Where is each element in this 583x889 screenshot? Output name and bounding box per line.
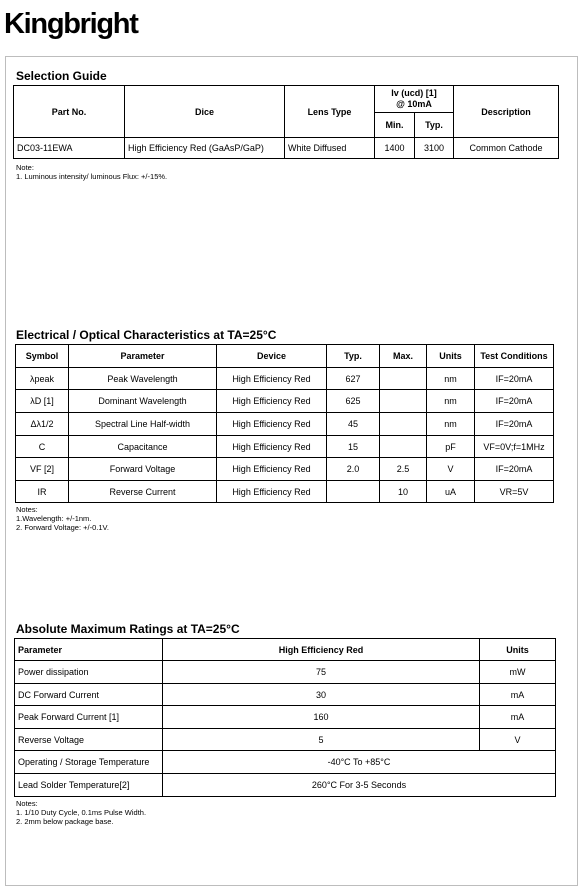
selection-guide-title: Selection Guide bbox=[16, 69, 107, 83]
cell-parameter: DC Forward Current bbox=[15, 684, 163, 706]
cell-device: High Efficiency Red bbox=[217, 368, 327, 390]
cell-description: Common Cathode bbox=[454, 138, 559, 159]
cell-test-condition: VR=5V bbox=[475, 481, 554, 503]
note-line: Notes: bbox=[16, 799, 38, 808]
table-row bbox=[16, 390, 554, 413]
cell-symbol: C bbox=[16, 436, 69, 458]
table-row bbox=[15, 706, 556, 729]
cell-max bbox=[380, 368, 427, 390]
cell-device: High Efficiency Red bbox=[217, 390, 327, 413]
cell-value: 75 bbox=[163, 661, 480, 684]
electrical-notes bbox=[16, 505, 109, 532]
note-line: 1.Wavelength: +/-1nm. bbox=[16, 514, 92, 523]
cell-device: High Efficiency Red bbox=[217, 481, 327, 503]
cell-test-condition: IF=20mA bbox=[475, 368, 554, 390]
cell-units: V bbox=[480, 729, 556, 751]
cell-typ: 15 bbox=[327, 436, 380, 458]
cell-typ: 3100 bbox=[415, 138, 454, 159]
cell-test-condition: VF=0V;f=1MHz bbox=[475, 436, 554, 458]
note-line: 1. Luminous intensity/ luminous Flux: +/-15%. bbox=[16, 172, 168, 181]
header-test-conditions: Test Conditions bbox=[475, 345, 554, 368]
table-row bbox=[14, 138, 559, 159]
cell-units: nm bbox=[427, 368, 475, 390]
cell-units: nm bbox=[427, 413, 475, 436]
absolute-notes bbox=[16, 799, 146, 826]
cell-value: 30 bbox=[163, 684, 480, 706]
table-row bbox=[16, 368, 554, 390]
selection-notes bbox=[16, 163, 167, 181]
absolute-ratings-table bbox=[14, 638, 556, 797]
cell-symbol: Δλ1/2 bbox=[16, 413, 69, 436]
cell-symbol: IR bbox=[16, 481, 69, 503]
header-dice: Dice bbox=[125, 86, 285, 138]
selection-guide-table bbox=[13, 85, 559, 159]
cell-lens-type: White Diffused bbox=[285, 138, 375, 159]
header-part-no: Part No. bbox=[14, 86, 125, 138]
cell-typ bbox=[327, 481, 380, 503]
cell-value: 260°C For 3-5 Seconds bbox=[163, 774, 556, 797]
cell-max bbox=[380, 390, 427, 413]
cell-parameter: Forward Voltage bbox=[69, 458, 217, 481]
cell-typ: 627 bbox=[327, 368, 380, 390]
table-row bbox=[15, 774, 556, 797]
header-units: Units bbox=[480, 639, 556, 661]
cell-units: mA bbox=[480, 706, 556, 729]
table-row bbox=[15, 661, 556, 684]
header-parameter: Parameter bbox=[15, 639, 163, 661]
cell-units: V bbox=[427, 458, 475, 481]
header-description: Description bbox=[454, 86, 559, 138]
cell-value: 5 bbox=[163, 729, 480, 751]
cell-typ: 45 bbox=[327, 413, 380, 436]
cell-max bbox=[380, 436, 427, 458]
electrical-title: Electrical / Optical Characteristics at TA=25°C bbox=[16, 328, 277, 342]
header-iv-line1: Iv (ucd) [1] bbox=[391, 88, 437, 98]
header-parameter: Parameter bbox=[69, 345, 217, 368]
cell-typ: 625 bbox=[327, 390, 380, 413]
note-line: Note: bbox=[16, 163, 34, 172]
header-units: Units bbox=[427, 345, 475, 368]
cell-max: 2.5 bbox=[380, 458, 427, 481]
cell-max: 10 bbox=[380, 481, 427, 503]
cell-symbol: λpeak bbox=[16, 368, 69, 390]
electrical-table bbox=[15, 344, 554, 503]
table-row bbox=[15, 729, 556, 751]
cell-parameter: Reverse Voltage bbox=[15, 729, 163, 751]
cell-parameter: Power dissipation bbox=[15, 661, 163, 684]
cell-units: mA bbox=[480, 684, 556, 706]
header-symbol: Symbol bbox=[16, 345, 69, 368]
table-row bbox=[16, 413, 554, 436]
cell-units: pF bbox=[427, 436, 475, 458]
cell-value: 160 bbox=[163, 706, 480, 729]
header-iv bbox=[375, 86, 454, 113]
cell-parameter: Peak Forward Current [1] bbox=[15, 706, 163, 729]
header-lens-type: Lens Type bbox=[285, 86, 375, 138]
absolute-ratings-title: Absolute Maximum Ratings at TA=25°C bbox=[16, 622, 240, 636]
header-max: Max. bbox=[380, 345, 427, 368]
header-device: High Efficiency Red bbox=[163, 639, 480, 661]
cell-units: mW bbox=[480, 661, 556, 684]
cell-part-no: DC03-11EWA bbox=[14, 138, 125, 159]
cell-device: High Efficiency Red bbox=[217, 458, 327, 481]
cell-parameter: Peak Wavelength bbox=[69, 368, 217, 390]
cell-max bbox=[380, 413, 427, 436]
cell-test-condition: IF=20mA bbox=[475, 390, 554, 413]
table-row bbox=[16, 458, 554, 481]
cell-typ: 2.0 bbox=[327, 458, 380, 481]
cell-parameter: Capacitance bbox=[69, 436, 217, 458]
table-row bbox=[15, 751, 556, 774]
note-line: 1. 1/10 Duty Cycle, 0.1ms Pulse Width. bbox=[16, 808, 147, 817]
table-row bbox=[16, 481, 554, 503]
cell-test-condition: IF=20mA bbox=[475, 458, 554, 481]
table-row bbox=[15, 684, 556, 706]
cell-parameter: Dominant Wavelength bbox=[69, 390, 217, 413]
cell-parameter: Spectral Line Half-width bbox=[69, 413, 217, 436]
note-line: Notes: bbox=[16, 505, 38, 514]
cell-symbol: VF [2] bbox=[16, 458, 69, 481]
brand-logo: Kingbright bbox=[4, 8, 138, 40]
header-iv-line2: @ 10mA bbox=[396, 99, 432, 109]
note-line: 2. 2mm below package base. bbox=[16, 817, 114, 826]
cell-device: High Efficiency Red bbox=[217, 413, 327, 436]
cell-parameter: Reverse Current bbox=[69, 481, 217, 503]
cell-value: -40°C To +85°C bbox=[163, 751, 556, 774]
cell-units: nm bbox=[427, 390, 475, 413]
cell-min: 1400 bbox=[375, 138, 415, 159]
cell-symbol: λD [1] bbox=[16, 390, 69, 413]
header-typ: Typ. bbox=[327, 345, 380, 368]
cell-parameter: Operating / Storage Temperature bbox=[15, 751, 163, 774]
cell-parameter: Lead Solder Temperature[2] bbox=[15, 774, 163, 797]
table-row bbox=[16, 436, 554, 458]
note-line: 2. Forward Voltage: +/-0.1V. bbox=[16, 523, 109, 532]
header-device: Device bbox=[217, 345, 327, 368]
header-typ: Typ. bbox=[415, 113, 454, 138]
cell-test-condition: IF=20mA bbox=[475, 413, 554, 436]
cell-dice: High Efficiency Red (GaAsP/GaP) bbox=[125, 138, 285, 159]
cell-device: High Efficiency Red bbox=[217, 436, 327, 458]
header-min: Min. bbox=[375, 113, 415, 138]
cell-units: uA bbox=[427, 481, 475, 503]
